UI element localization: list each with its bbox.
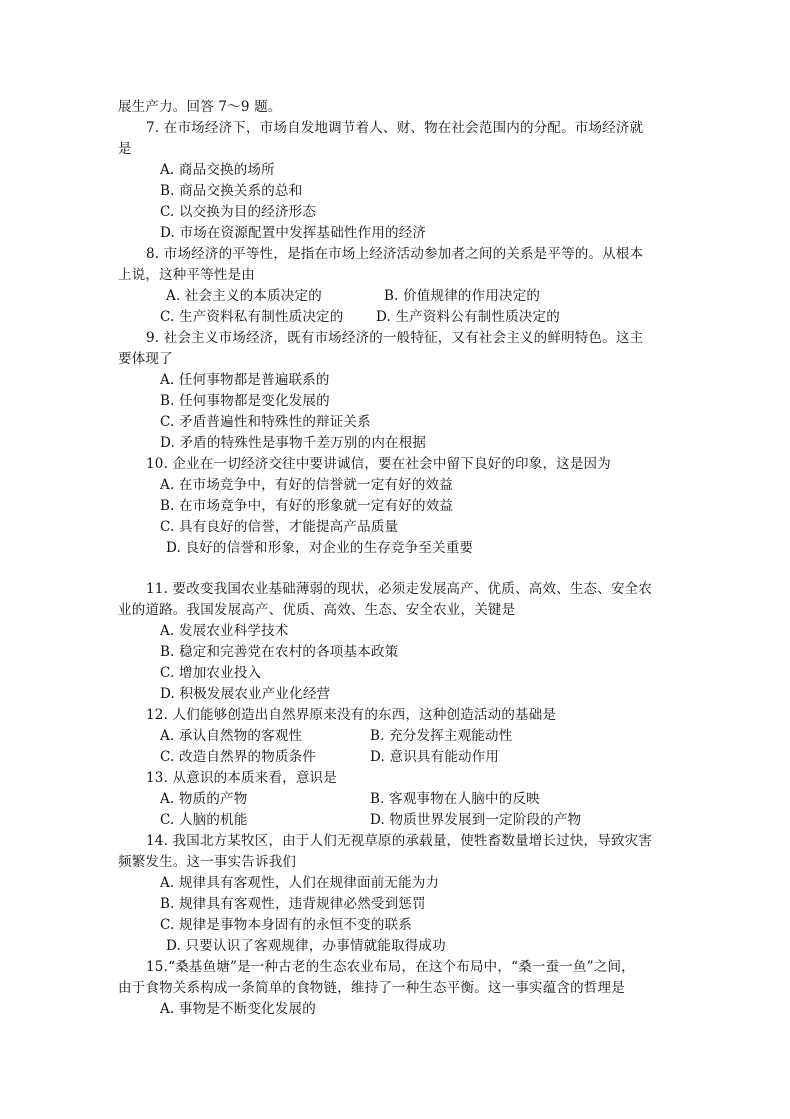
q14-option-a: A. 规律具有客观性，人们在规律面前无能为力 [160,875,440,891]
q9-option-d: D. 矛盾的特殊性是事物千差万别的内在根据 [160,435,427,451]
q10-option-a: A. 在市场竞争中，有好的信誉就一定有好的效益 [160,477,453,493]
q8-stem-line-2: 上说，这种平等性是由 [118,267,255,283]
q10-option-b: B. 在市场竞争中，有好的形象就一定有好的效益 [160,498,454,514]
q10-option-c: C. 具有良好的信誉，才能提高产品质量 [160,519,399,535]
q13-stem-line-1: 13. 从意识的本质来看，意识是 [146,770,337,786]
q11-stem-line-2: 业的道路。我国发展高产、优质、高效、生态、安全农业，关键是 [118,602,516,618]
q11-option-b: B. 稳定和完善党在农村的各项基本政策 [160,644,399,660]
q13-option-d: D. 物质世界发展到一定阶段的产物 [370,812,582,828]
q8-option-d: D. 生产资料公有制性质决定的 [376,309,560,325]
q14-option-d: D. 只要认识了客观规律，办事情就能取得成功 [166,938,446,954]
q9-stem-line-1: 9. 社会主义市场经济，既有市场经济的一般特征，又有社会主义的鲜明特色。这主 [146,330,644,346]
q9-stem-line-2: 要体现了 [118,351,173,367]
q13-option-c: C. 人脑的机能 [160,812,248,828]
q10-stem-line-1: 10. 企业在一切经济交往中要讲诚信，要在社会中留下良好的印象，这是因为 [146,456,611,472]
q14-stem-line-2: 频繁发生。这一事实告诉我们 [118,854,297,870]
q12-option-a: A. 承认自然物的客观性 [160,728,303,744]
q12-option-d: D. 意识具有能动作用 [370,749,500,765]
q7-option-d: D. 市场在资源配置中发挥基础性作用的经济 [160,225,427,241]
q15-option-a: A. 事物是不断变化发展的 [160,1001,316,1017]
intro-line: 展生产力。回答 7～9 题。 [118,99,282,115]
q13-option-a: A. 物质的产物 [160,791,248,807]
q14-option-c: C. 规律是事物本身固有的永恒不变的联系 [160,917,412,933]
q11-stem-line-1: 11. 要改变我国农业基础薄弱的现状，必须走发展高产、优质、高效、生态、安全农 [146,581,653,597]
q8-option-a: A. 社会主义的本质决定的 [166,288,322,304]
q12-stem-line-1: 12. 人们能够创造出自然界原来没有的东西，这种创造活动的基础是 [146,707,557,723]
q11-option-c: C. 增加农业投入 [160,665,262,681]
q7-option-b: B. 商品交换关系的总和 [160,183,303,199]
q7-option-a: A. 商品交换的场所 [160,162,275,178]
q8-option-c: C. 生产资料私有制性质决定的 [160,309,344,325]
q9-option-b: B. 任何事物都是变化发展的 [160,393,330,409]
q11-option-a: A. 发展农业科学技术 [160,623,289,639]
q8-option-b: B. 价值规律的作用决定的 [384,288,541,304]
q7-option-c: C. 以交换为目的经济形态 [160,204,317,220]
q12-option-b: B. 充分发挥主观能动性 [370,728,513,744]
q7-stem-line-1: 7. 在市场经济下，市场自发地调节着人、财、物在社会范围内的分配。市场经济就 [146,120,644,136]
q11-option-d: D. 积极发展农业产业化经营 [160,686,331,702]
q15-stem-line-1: 15.“桑基鱼塘”是一种古老的生态农业布局，在这个布局中，“桑一蚕一鱼”之间， [146,959,635,975]
q13-option-b: B. 客观事物在人脑中的反映 [370,791,540,807]
q15-stem-line-2: 由于食物关系构成一条简单的食物链，维持了一种生态平衡。这一事实蕴含的哲理是 [118,980,625,996]
q9-option-a: A. 任何事物都是普遍联系的 [160,372,330,388]
q8-stem-line-1: 8. 市场经济的平等性，是指在市场上经济活动参加者之间的关系是平等的。从根本 [146,246,644,262]
q14-option-b: B. 规律具有客观性，违背规律必然受到惩罚 [160,896,426,912]
q14-stem-line-1: 14. 我国北方某牧区，由于人们无视草原的承载量，使牲畜数量增长过快，导致灾害 [146,833,653,849]
q9-option-c: C. 矛盾普遍性和特殊性的辩证关系 [160,414,371,430]
q12-option-c: C. 改造自然界的物质条件 [160,749,317,765]
q7-stem-line-2: 是 [118,141,132,157]
q10-option-d: D. 良好的信誉和形象，对企业的生存竞争至关重要 [166,540,474,556]
